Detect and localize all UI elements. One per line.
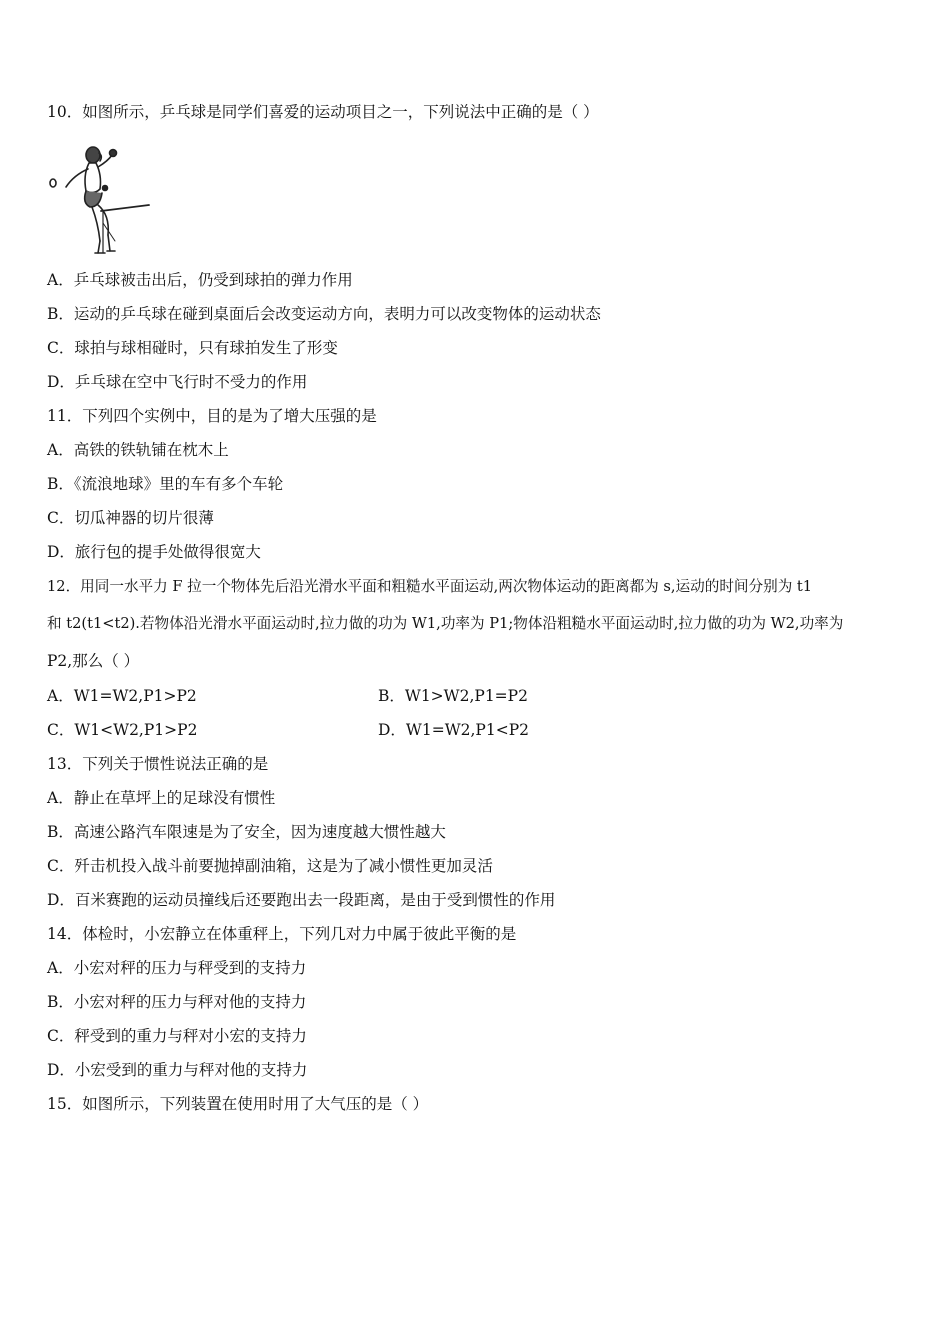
question-12-stem-line-2: 和 t2(t1<t2).若物体沿光滑水平面运动时,拉力做的功为 W1,功率为 P1;物体沿粗糙水平面运动时,拉力做的功为 W2,功率为 bbox=[47, 615, 844, 632]
question-13-stem: 13．下列关于惯性说法正确的是 bbox=[47, 755, 269, 773]
question-12-stem-line-3: P2,那么（ ） bbox=[47, 652, 140, 670]
question-10-option-a: A．乒乓球被击出后，仍受到球拍的弹力作用 bbox=[47, 271, 353, 289]
question-14-option-b: B．小宏对秤的压力与秤对他的支持力 bbox=[47, 993, 307, 1011]
question-15-stem: 15．如图所示，下列装置在使用时用了大气压的是（ ） bbox=[47, 1095, 429, 1113]
question-13-option-d: D．百米赛跑的运动员撞线后还要跑出去一段距离，是由于受到惯性的作用 bbox=[47, 891, 556, 909]
question-11-option-b: B．《流浪地球》里的车有多个车轮 bbox=[47, 475, 284, 493]
question-12-option-b: B．W1>W2,P1=P2 bbox=[378, 687, 528, 705]
question-11-stem: 11．下列四个实例中，目的是为了增大压强的是 bbox=[47, 407, 377, 425]
question-11-option-d: D．旅行包的提手处做得很宽大 bbox=[47, 543, 261, 561]
question-11-option-a: A．高铁的铁轨铺在枕木上 bbox=[47, 441, 229, 459]
question-14-stem: 14．体检时，小宏静立在体重秤上，下列几对力中属于彼此平衡的是 bbox=[47, 925, 517, 943]
question-10-option-d: D．乒乓球在空中飞行时不受力的作用 bbox=[47, 373, 308, 391]
question-11-option-c: C．切瓜神器的切片很薄 bbox=[47, 509, 214, 527]
question-12-option-d: D．W1=W2,P1<P2 bbox=[378, 721, 529, 739]
question-14-option-a: A．小宏对秤的压力与秤受到的支持力 bbox=[47, 959, 307, 977]
question-13-option-a: A．静止在草坪上的足球没有惯性 bbox=[47, 789, 276, 807]
question-12-stem-line-1: 12．用同一水平力 F 拉一个物体先后沿光滑水平面和粗糙水平面运动,两次物体运动的距离都为 s,运动的时间分别为 t1 bbox=[47, 578, 813, 595]
question-14-option-c: C．秤受到的重力与秤对小宏的支持力 bbox=[47, 1027, 307, 1045]
question-10-stem: 10．如图所示，乒乓球是同学们喜爱的运动项目之一，下列说法中正确的是（ ） bbox=[47, 103, 599, 121]
question-13-option-b: B．高速公路汽车限速是为了安全，因为速度越大惯性越大 bbox=[47, 823, 446, 841]
question-10-option-b: B．运动的乒乓球在碰到桌面后会改变运动方向，表明力可以改变物体的运动状态 bbox=[47, 305, 601, 323]
ping-pong-player-figure bbox=[45, 145, 153, 257]
question-12-option-a: A．W1=W2,P1>P2 bbox=[47, 687, 197, 705]
question-12-option-c: C．W1<W2,P1>P2 bbox=[47, 721, 198, 739]
question-14-option-d: D．小宏受到的重力与秤对他的支持力 bbox=[47, 1061, 308, 1079]
question-10-option-c: C．球拍与球相碰时，只有球拍发生了形变 bbox=[47, 339, 338, 357]
question-13-option-c: C．歼击机投入战斗前要抛掉副油箱，这是为了减小惯性更加灵活 bbox=[47, 857, 493, 875]
